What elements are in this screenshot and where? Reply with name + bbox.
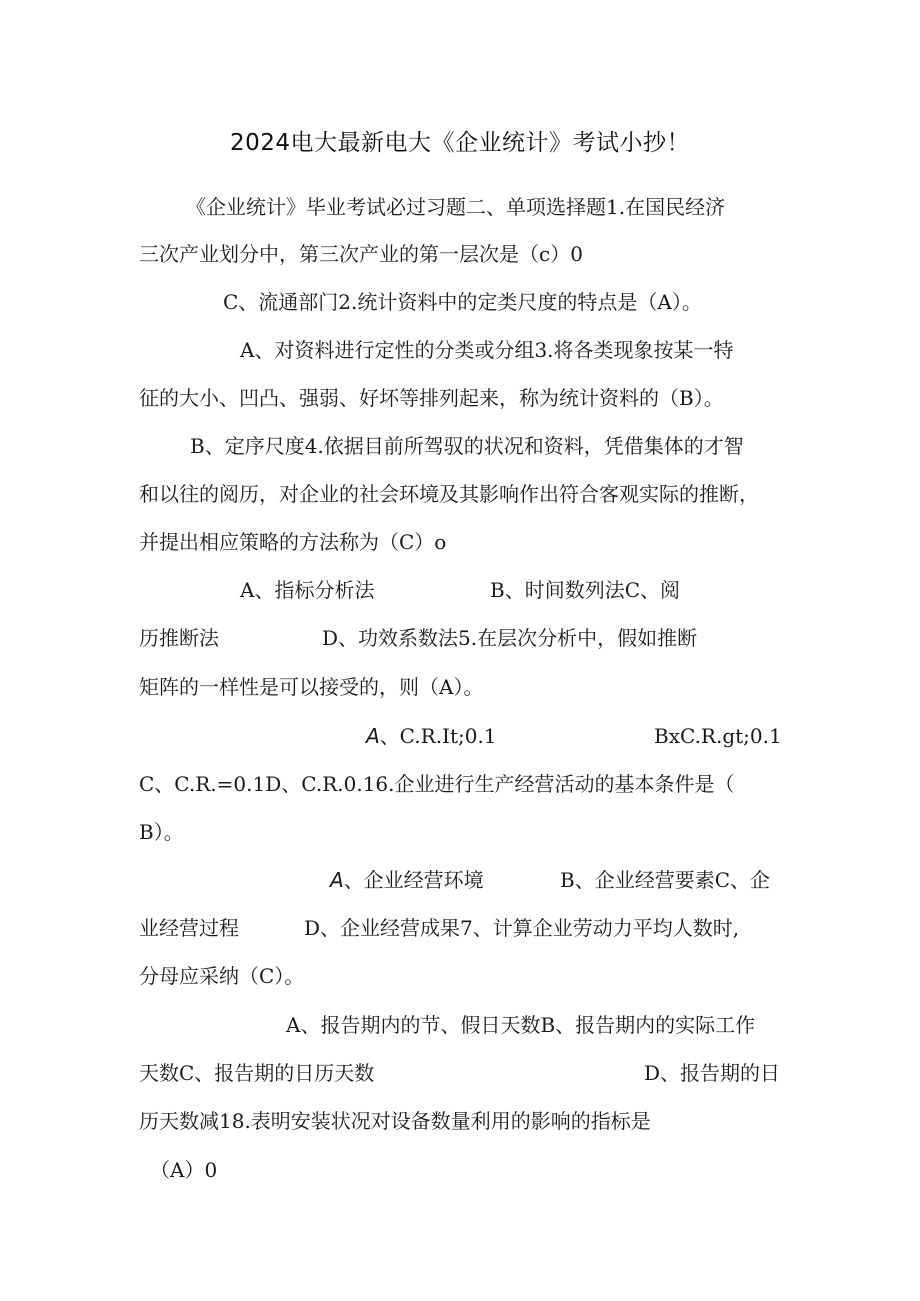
text-segment: B、时间数列法C、阅 [490, 578, 680, 602]
option-letter: A [366, 724, 380, 748]
text-segment: D、功效系数法5.在层次分析中，假如推断 [322, 626, 698, 650]
option-text: 、C.R.It;0.1 [379, 724, 497, 748]
text-segment [330, 866, 484, 894]
text-line: （A）0 [150, 1158, 218, 1182]
text-line: 三次产业划分中，第三次产业的第一层次是（c）0 [139, 242, 583, 266]
document-title: 2024电大最新电大《企业统计》考试小抄！ [229, 130, 691, 156]
text-segment [366, 722, 497, 750]
text-line: 征的大小、凹凸、强弱、好坏等排列起来，称为统计资料的（B）。 [139, 386, 724, 410]
text-line: 历天数减18.表明安装状况对设备数量利用的影响的指标是 [139, 1109, 651, 1133]
text-line: 矩阵的一样性是可以接受的，则（A）。 [139, 675, 484, 699]
text-line: 和以往的阅历，对企业的社会环境及其影响作出符合客观实际的推断， [139, 482, 759, 506]
option-text: 、企业经营环境 [343, 868, 484, 892]
option-letter: A [330, 868, 344, 892]
text-segment: D、报告期的日 [644, 1061, 781, 1085]
text-line: B、定序尺度4.依据目前所驾驭的状况和资料，凭借集体的才智 [190, 434, 744, 458]
text-line: A、对资料进行定性的分类或分组3.将各类现象按某一特 [240, 338, 734, 362]
text-line: 分母应采纳（C）。 [139, 964, 305, 988]
text-segment: 天数C、报告期的日历天数 [139, 1061, 375, 1085]
text-segment: A、指标分析法 [240, 578, 375, 602]
text-line: C、C.R.=0.1D、C.R.0.16.企业进行生产经营活动的基本条件是（ [139, 772, 735, 796]
text-segment: BxC.R.gt;0.1 [654, 724, 782, 748]
text-line: 并提出相应策略的方法称为（C）o [139, 530, 447, 554]
text-segment: 历推断法 [139, 626, 219, 650]
text-line: A、报告期内的节、假日天数B、报告期内的实际工作 [286, 1013, 756, 1037]
text-line: B）。 [139, 820, 184, 844]
text-line: C、流通部门2.统计资料中的定类尺度的特点是（A）。 [223, 290, 702, 314]
text-segment: B、企业经营要素C、企 [560, 868, 770, 892]
text-line: 《企业统计》毕业考试必过习题二、单项选择题1.在国民经济 [186, 195, 726, 219]
text-segment: D、企业经营成果7、计算企业劳动力平均人数时, [304, 916, 740, 940]
text-segment: 业经营过程 [139, 916, 239, 940]
